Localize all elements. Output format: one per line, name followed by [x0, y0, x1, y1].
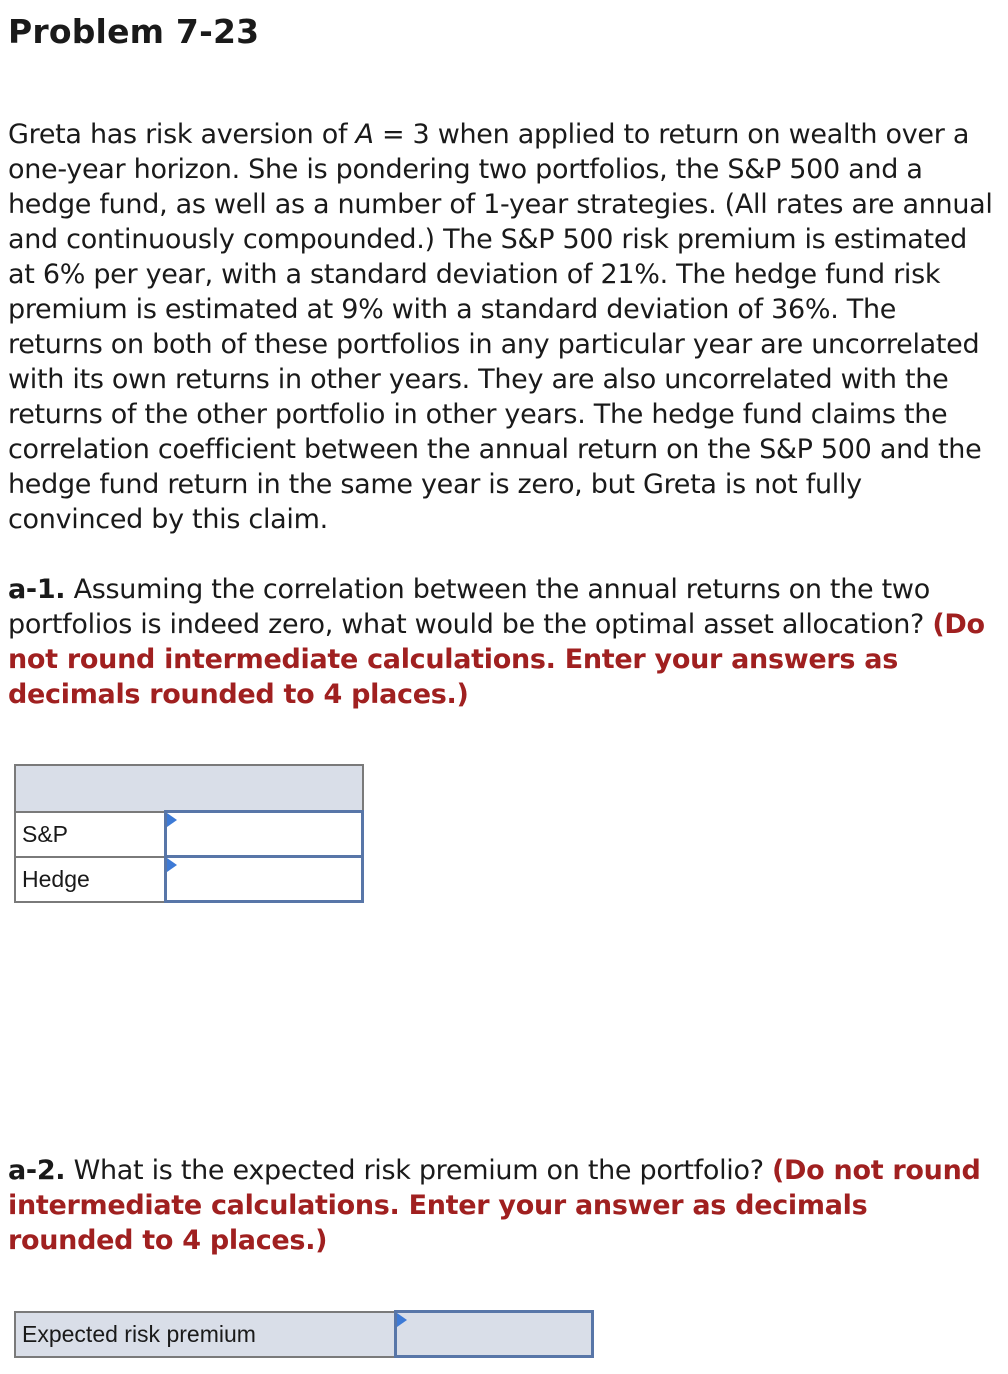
allocation-header-cell [15, 765, 363, 812]
expected-risk-premium-label: Expected risk premium [15, 1312, 396, 1357]
question-a2-text: What is the expected risk premium on the portfolio? [65, 1155, 773, 1186]
table-row [15, 812, 363, 857]
sp-allocation-input[interactable] [167, 813, 361, 855]
answer-marker-icon [397, 1313, 407, 1327]
risk-aversion-variable: A [355, 119, 374, 150]
hedge-label: Hedge [15, 857, 166, 902]
question-a1 [8, 572, 993, 712]
allocation-table [14, 764, 364, 903]
hedge-allocation-input[interactable] [167, 858, 361, 900]
hedge-input-cell[interactable] [166, 857, 363, 902]
question-a1-label: a-1. [8, 574, 66, 605]
question-a2-label: a-2. [8, 1155, 66, 1186]
sp-label: S&P [15, 812, 166, 857]
intro-text-2: = 3 when applied to return on wealth over a one-year horizon. She is pondering two portfolios, the S&P 500 and a hedge fund, as well as a number of 1-year strategies. (All rates are annual and continuously compounded.) The S&P 500 risk premium is estimated at 6% per year, with a standard deviation of 21%. The hedge fund risk premium is estimated at 9% with a standard deviation of 36%. The returns on both of these portfolios in any particular year are uncorrelated with its own returns in other years. They are also uncorrelated with the returns of the other portfolio in other years. The hedge fund claims the correlation coefficient between the annual return on the S&P 500 and the hedge fund return in the same year is zero, but Greta is not fully convinced by this claim. [8, 119, 993, 535]
expected-risk-premium-cell[interactable] [396, 1312, 593, 1357]
answer-marker-icon [167, 858, 177, 872]
table-row [15, 857, 363, 902]
expected-risk-premium-input[interactable] [397, 1313, 591, 1355]
answer-marker-icon [167, 813, 177, 827]
question-a1-instruction: (Do not round intermediate calculations. Enter your answers as decimals rounded to 4 places.) [8, 609, 985, 710]
intro-text-1: Greta has risk aversion of [8, 119, 356, 150]
risk-premium-table [14, 1310, 594, 1358]
question-a2-instruction: (Do not round intermediate calculations. Enter your answer as decimals rounded to 4 places.) [8, 1155, 981, 1256]
sp-input-cell[interactable] [166, 812, 363, 857]
problem-title: Problem 7-23 [8, 12, 260, 51]
question-a2 [8, 1153, 993, 1258]
table-row [15, 1312, 593, 1357]
question-a1-text: Assuming the correlation between the annual returns on the two portfolios is indeed zero, what would be the optimal asset allocation? [8, 574, 933, 640]
allocation-table-header [15, 765, 363, 812]
problem-intro [8, 117, 993, 537]
